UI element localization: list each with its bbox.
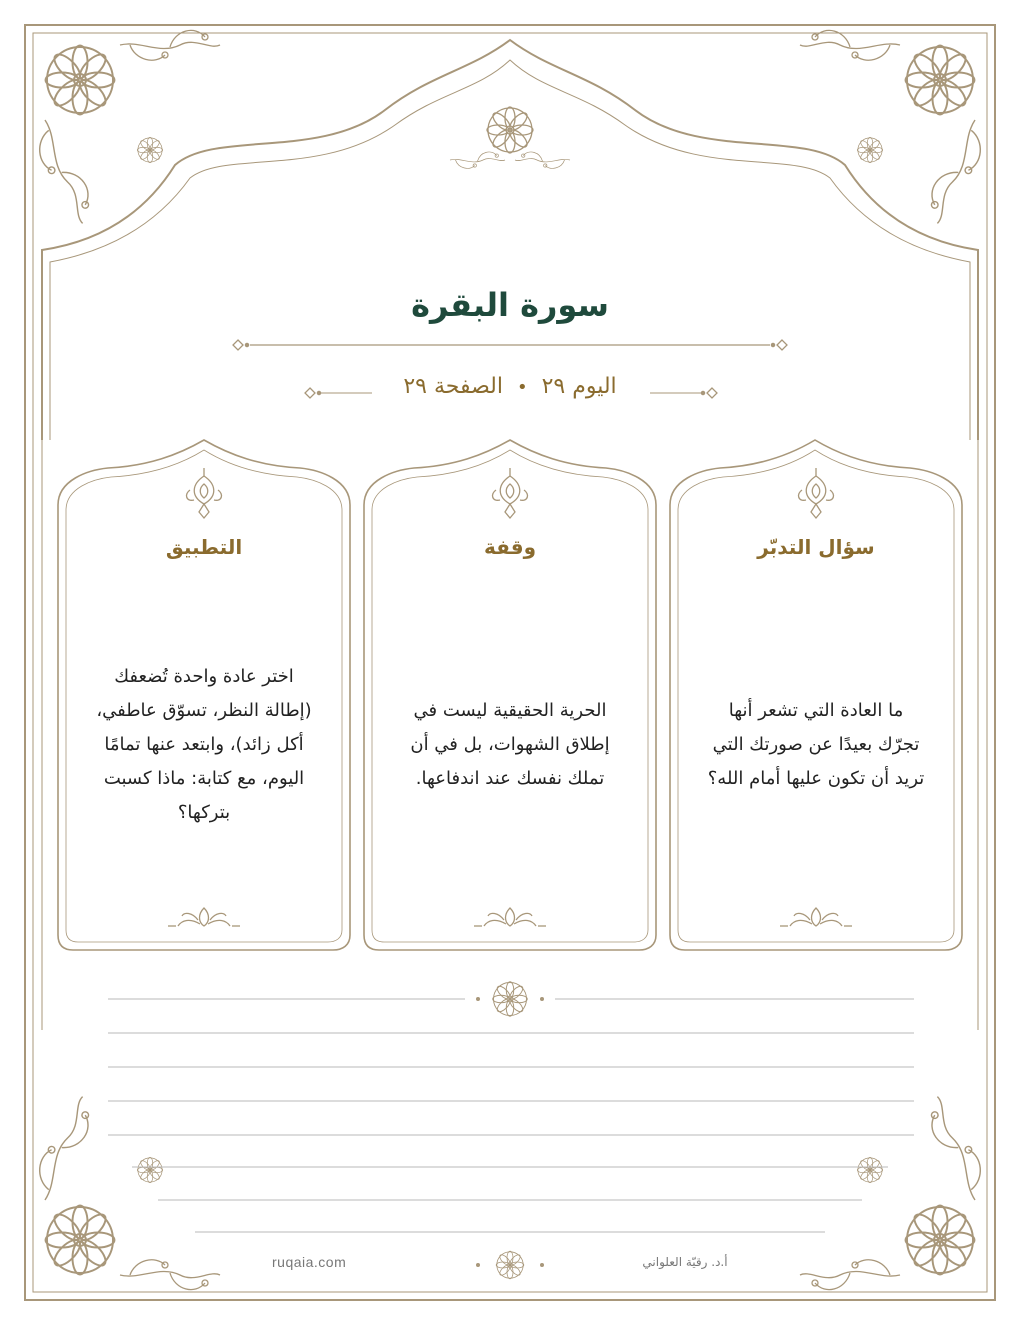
card-text-line: اختر عادة واحدة تُضعفك [114,666,294,687]
card-body-pause [385,694,635,796]
lotus-icon [168,908,240,926]
day-label: اليوم ٢٩ [541,374,617,399]
top-rosette-icon [487,107,533,153]
footer-website-link[interactable]: ruqaia.com [272,1254,347,1270]
footer-author: أ.د. رقيّة العلواني [642,1255,728,1269]
card-title-pause: وقفة [483,535,537,559]
card-text-line: بتركها؟ [177,802,231,823]
page-number-label: الصفحة ٢٩ [403,374,503,399]
card-body-application [79,660,329,830]
day-page-label [330,374,690,399]
writing-lines [108,999,914,1232]
lantern-icon [799,468,834,518]
card-text-line: (إطالة النظر، تسوّق عاطفي، [96,700,312,721]
separator-dot: • [516,377,528,398]
card-text-line: الحرية الحقيقية ليست في [413,700,607,721]
footer-rosette-icon [496,1251,524,1279]
card-text-line: تريد أن تكون عليها أمام الله؟ [707,768,925,789]
floral-corner-icon [800,30,991,229]
card-text-line: تجرّك بعيدًا عن صورتك التي [712,734,920,755]
card-title-application: التطبيق [165,535,243,559]
page-title: سورة البقرة [411,286,609,324]
lotus-icon [474,908,546,926]
divider-rosette-icon [493,982,528,1017]
card-body-reflection-question [691,694,941,796]
card-text-line: إطلاق الشهوات، بل في أن [410,734,610,755]
floral-corner-icon [29,30,220,229]
card-text-line: ما العادة التي تشعر أنها [728,700,904,721]
card-text-line: تملك نفسك عند اندفاعها. [415,768,605,789]
card-title-reflection-question: سؤال التدبّر [757,535,875,559]
card-text-line: أكل زائد)، وابتعد عنها تمامًا [104,734,304,755]
lotus-icon [780,908,852,926]
floral-corner-icon [29,1091,220,1290]
lantern-icon [493,468,528,518]
floral-corner-icon [800,1091,991,1290]
lantern-icon [187,468,222,518]
card-text-line: اليوم، مع كتابة: ماذا كسبت [103,768,305,789]
